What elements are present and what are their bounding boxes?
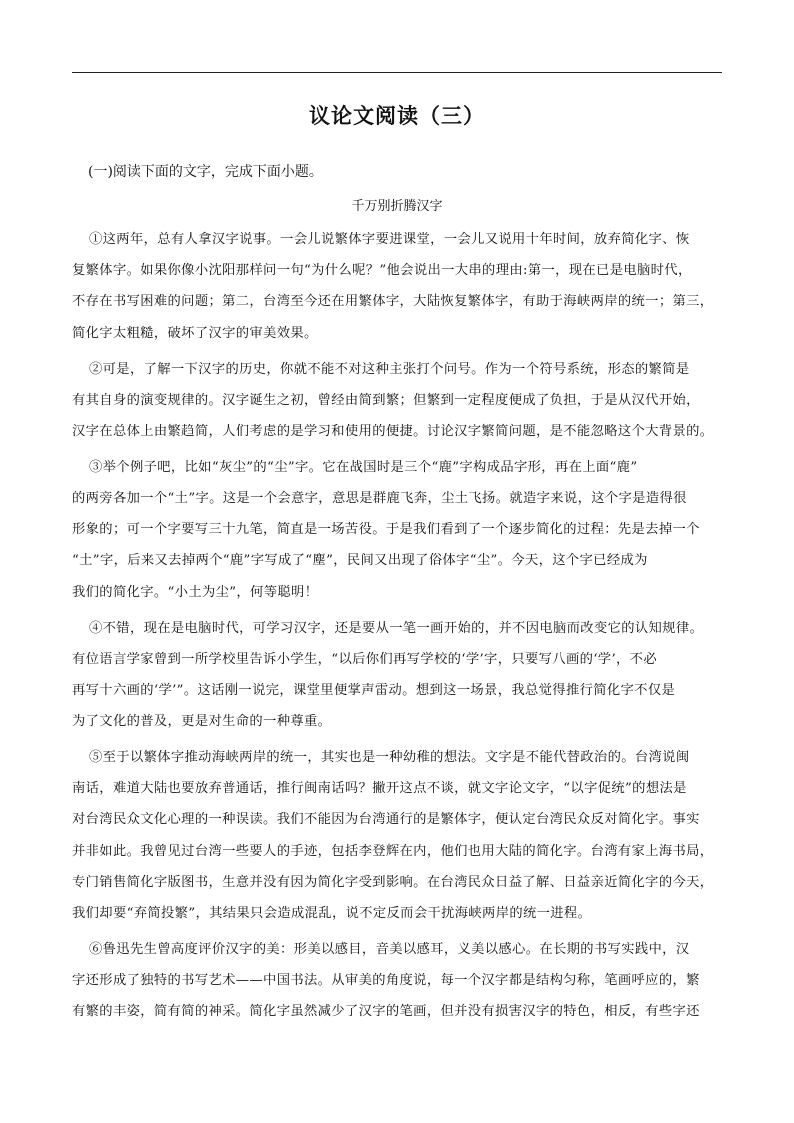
paragraph-6 (72, 934, 722, 1028)
paragraph-line: 复繁体字。如果你像小沈阳那样问一句“为什么呢？”他会说出一大串的理由:第一，现在已是电脑时代， (72, 263, 692, 279)
paragraph-line: 简化字太粗糙，破坏了汉字的审美效果。 (72, 325, 318, 341)
paragraph-line: 有位语言学家曾到一所学校里告诉小学生，“以后你们再写学校的‘学’字，只要写八画的‘学’，不必 (72, 651, 657, 667)
paragraph-line: 为了文化的普及，更是对生命的一种尊重。 (72, 714, 332, 730)
paragraph-line: 对台湾民众文化心理的一种误读。我们不能因为台湾通行的是繁体字，便认定台湾民众反对简化字。事实 (72, 812, 700, 828)
paragraph-4 (72, 613, 722, 738)
paragraph-line: ②可是，了解一下汉字的历史，你就不能不对这种主张打个问号。作为一个符号系统，形态的繁简是 (89, 361, 690, 377)
article-title: 千万别折腾汉字 (351, 199, 443, 214)
paragraph-2 (72, 354, 722, 448)
paragraph-line: 并非如此。我曾见过台湾一些要人的手迹，包括李登辉在内，他们也用大陆的简化字。台湾有家上海书局， (72, 843, 714, 859)
paragraph-line: 专门销售简化字版图书，生意并没有因为简化字受到影响。在台湾民众日益了解、日益亲近简化字的今天， (72, 874, 714, 890)
paragraph-line: ⑥鲁迅先生曾高度评价汉字的美：形美以感目，音美以感耳，义美以感心。在长期的书写实践中，汉 (89, 941, 690, 957)
document-title: 议论文阅读（三） (309, 103, 485, 128)
paragraph-line: 再写十六画的‘学’”。这话刚一说完，课堂里便掌声雷动。想到这一场景，我总觉得推行简化字不仅是 (72, 682, 676, 698)
paragraph-line: ④不错，现在是电脑时代，可学习汉字，还是要从一笔一画开始的，并不因电脑而改变它的认知规律。 (89, 620, 704, 636)
paragraph-line: 的两旁各加一个“土”字。这是一个会意字，意思是群鹿飞奔，尘土飞扬。就造字来说，这个字是造得很 (72, 491, 687, 506)
paragraph-line: 不存在书写困难的问题；第二，台湾至今还在用繁体字，大陆恢复繁体字，有助于海峡两岸的统一；第三， (72, 294, 714, 310)
reading-instruction: (一)阅读下面的文字，完成下面小题。 (88, 164, 323, 180)
paragraph-line: 有其自身的演变规律的。汉字诞生之初，曾经由简到繁；但繁到一定程度便成了负担，于是从汉代开始， (72, 392, 700, 408)
article-body (72, 224, 722, 1028)
paragraph-5 (72, 742, 722, 929)
paragraph-3 (72, 452, 722, 608)
paragraph-line: 有繁的丰姿，简有简的神采。简化字虽然减少了汉字的笔画，但并没有损害汉字的特色，相反，有些字还 (72, 1004, 700, 1020)
paragraph-line: ⑤至于以繁体字推动海峡两岸的统一，其实也是一种幼稚的想法。文字是不能代替政治的。台湾说闽 (89, 750, 690, 765)
paragraph-line: 汉字在总体上由繁趋简，人们考虑的是学习和使用的便捷。讨论汉字繁简问题，是不能忽略这个大背景的。 (72, 423, 714, 439)
paragraph-line: ①这两年，总有人拿汉字说事。一会儿说繁体字要进课堂，一会儿又说用十年时间，放弃简化字、恢 (89, 232, 690, 247)
paragraph-line: 南话，难道大陆也要放弃普通话，推行闽南话吗？撇开这点不谈，就文字论文字，“以字促统”的想法是 (72, 781, 687, 797)
paragraph-line: 形象的；可一个字要写三十九笔，简直是一场苦役。于是我们看到了一个逐步简化的过程：先是去掉一个 (72, 522, 700, 538)
paragraph-line: ③举个例子吧，比如“灰尘”的“尘”字。它在战国时是三个“鹿”字构成品字形，再在上面“鹿” (89, 459, 638, 475)
header-rule (72, 72, 722, 73)
paragraph-line: “土”字，后来又去掉两个“鹿”字写成了“塵”，民间又出现了俗体字“尘”。今天，这个字已经成为 (72, 553, 648, 569)
paragraph-1 (72, 224, 722, 349)
paragraph-line: 字还形成了独特的书写艺术——中国书法。从审美的角度说，每一个汉字都是结构匀称，笔画呼应的，繁 (72, 973, 700, 989)
paragraph-line: 我们却要“弃简投繁”，其结果只会造成混乱，说不定反而会干扰海峡两岸的统一进程。 (72, 906, 592, 922)
paragraph-line: 我们的简化字。“小土为尘”，何等聪明！ (72, 584, 319, 600)
